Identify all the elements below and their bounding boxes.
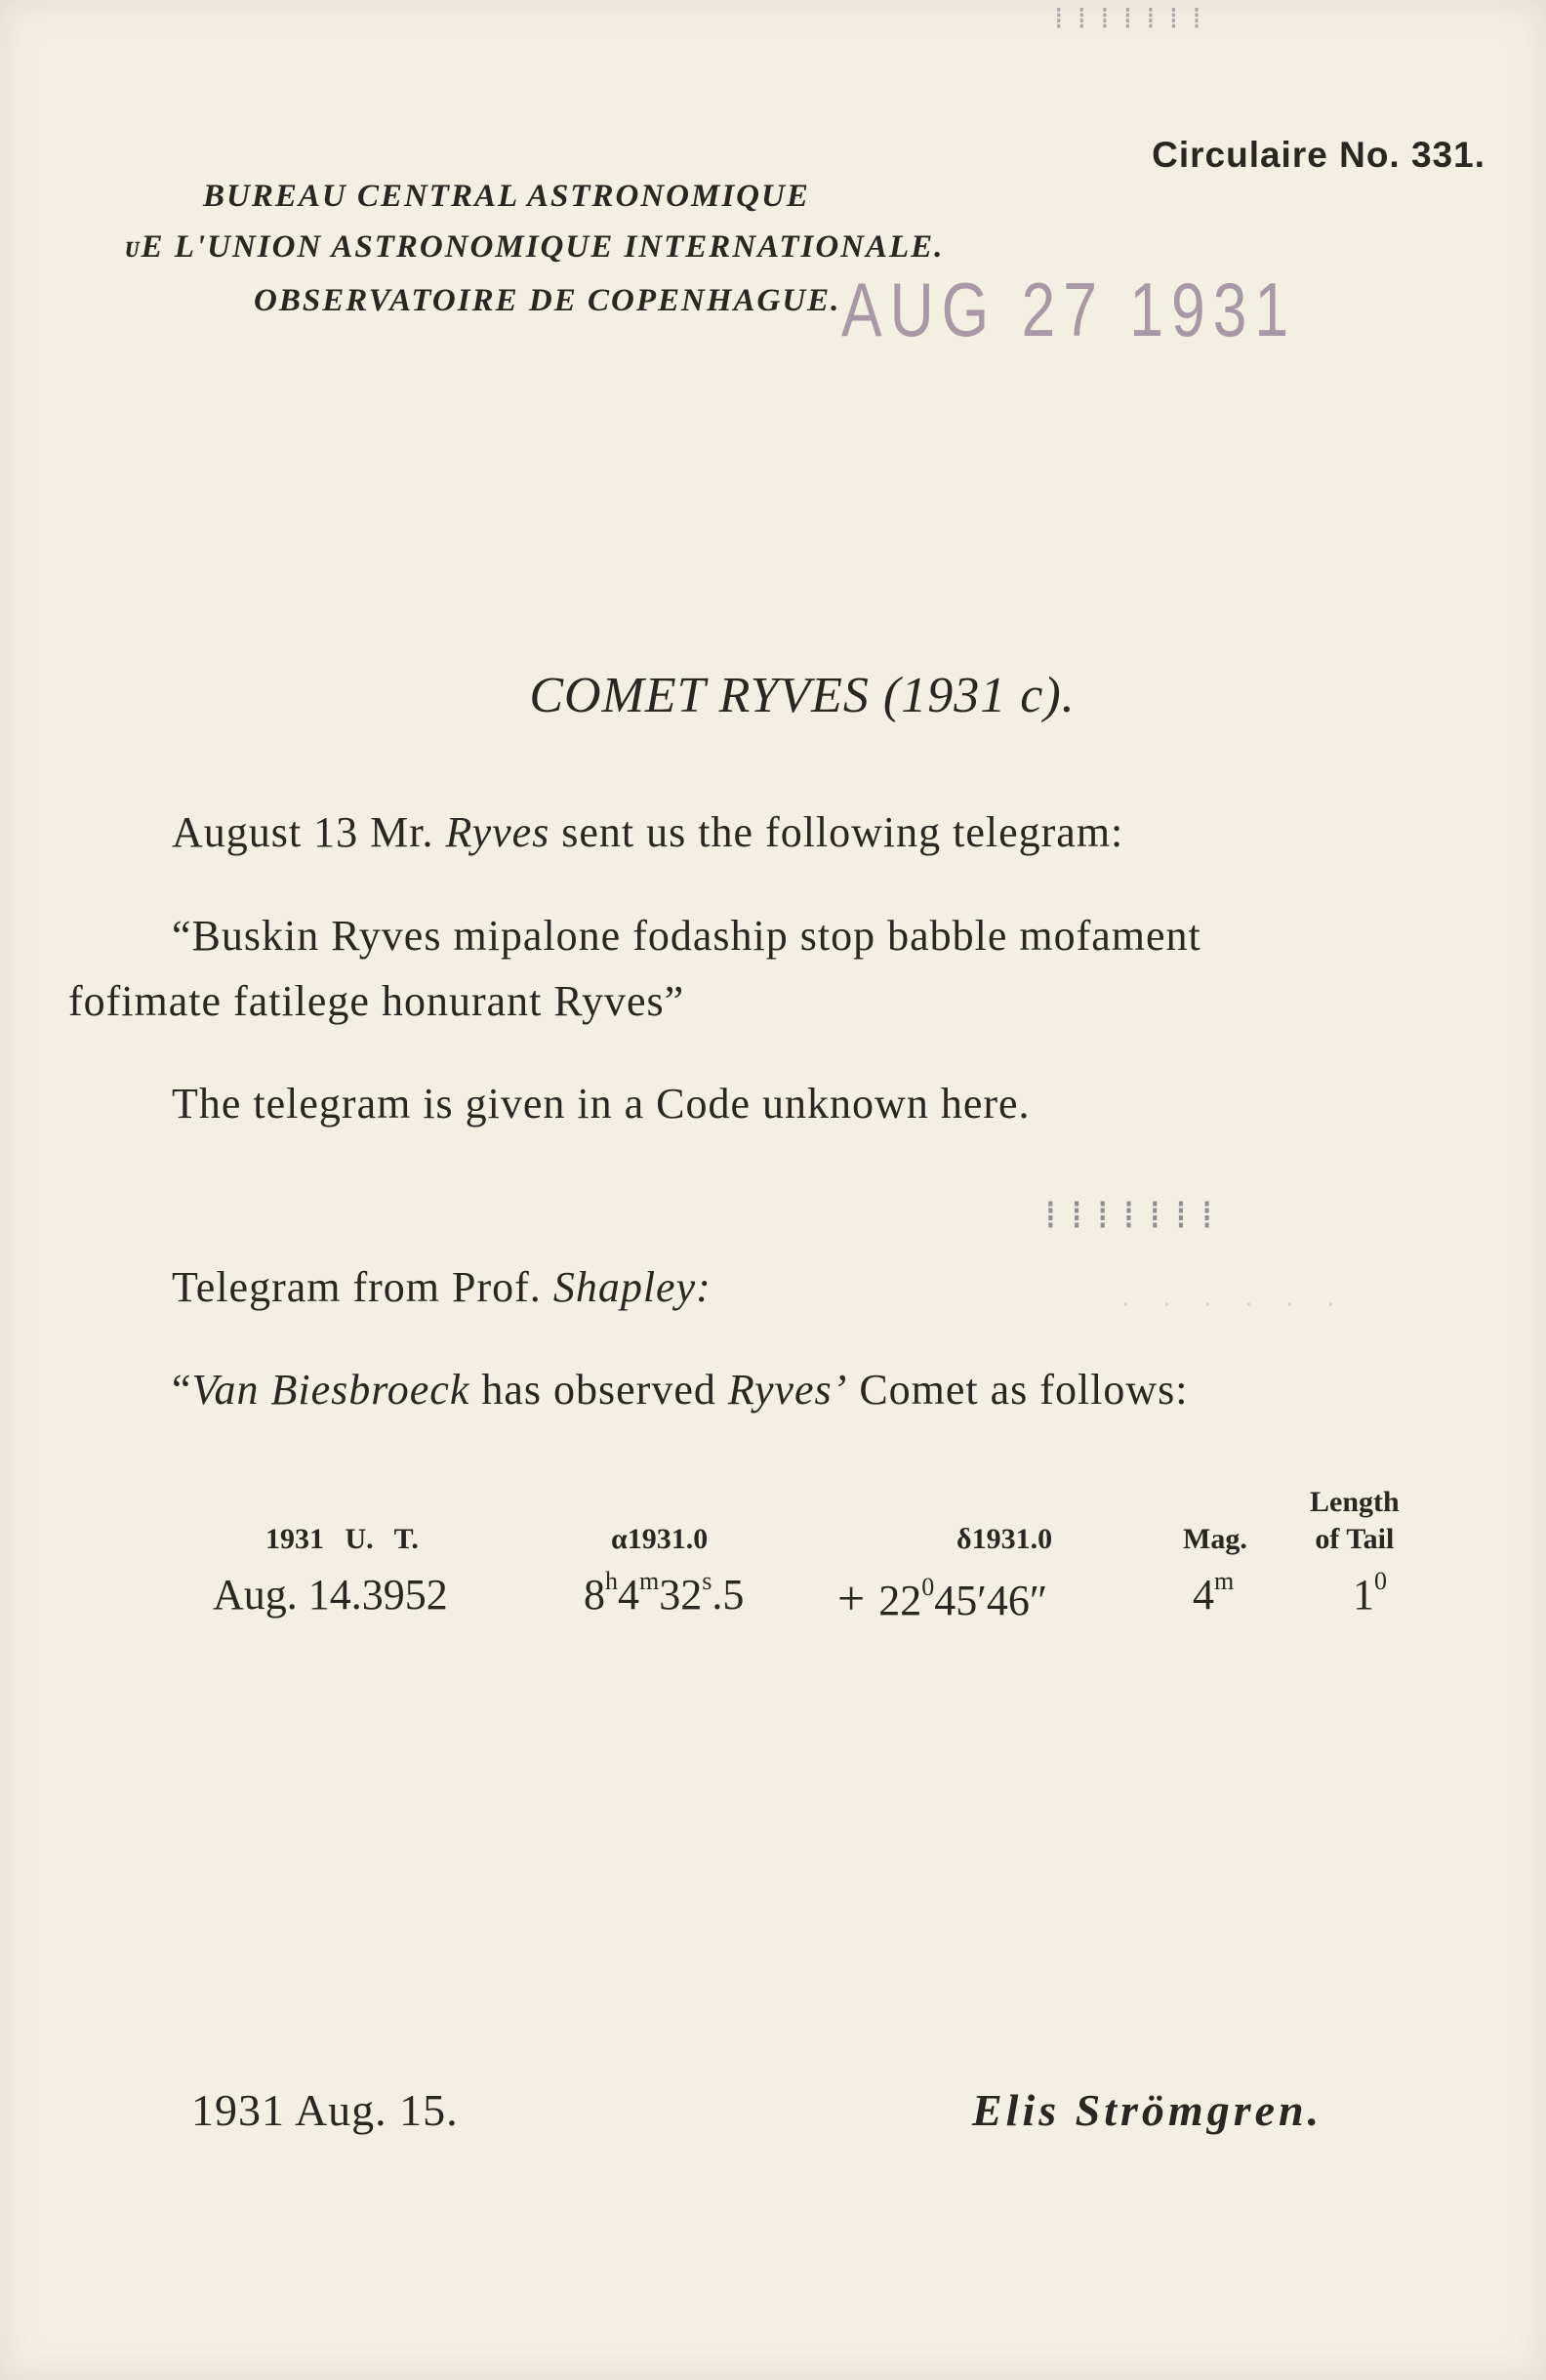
table-cell-mag	[1193, 1567, 1235, 1620]
tail-header-line-2: of Tail	[1315, 1523, 1395, 1555]
text: Comet as follows:	[847, 1366, 1189, 1414]
table-header-dec: δ1931.0	[956, 1523, 1053, 1555]
text: Telegram from Prof.	[172, 1263, 553, 1311]
punch-marks-top: ⁞⁞⁞⁞⁞⁞⁞	[1054, 2, 1215, 36]
ra-seconds-unit: s	[702, 1567, 712, 1595]
punch-marks-middle: ⁞⁞⁞⁞⁞⁞⁞	[1044, 1193, 1228, 1238]
tail-length: 1	[1353, 1571, 1374, 1619]
table-header-tail	[1310, 1484, 1400, 1558]
table-cell-date: Aug. 14.3952	[213, 1571, 448, 1619]
table-header-ra: α1931.0	[611, 1523, 709, 1555]
comet-title: COMET RYVES (1931 c).	[529, 668, 1076, 723]
table-cell-ra	[584, 1567, 745, 1620]
quote-mark: “	[172, 1366, 192, 1414]
table-cell-dec	[837, 1570, 1047, 1626]
text: August 13 Mr.	[172, 808, 446, 856]
paragraph-shapley	[172, 1262, 712, 1312]
faint-marks: · · · · · ·	[1122, 1293, 1348, 1318]
magnitude: 4	[1193, 1571, 1214, 1619]
tail-header-line-1: Length	[1310, 1486, 1400, 1518]
ra-hours: 8	[584, 1571, 605, 1619]
name-ryves: Ryves	[445, 808, 550, 856]
footer-date: 1931 Aug. 15.	[191, 2085, 459, 2135]
dec-arcmin-arcsec: 45′46″	[934, 1577, 1048, 1624]
table-header-ut: 1931 U. T.	[265, 1523, 419, 1555]
name-van-biesbroeck: Van Biesbroeck	[191, 1366, 470, 1414]
ra-hours-unit: h	[605, 1567, 618, 1595]
telegram-text-line-1: “Buskin Ryves mipalone fodaship stop babble mofament	[172, 912, 1201, 960]
date-received-stamp: AUG 27 1931	[841, 267, 1297, 352]
ra-seconds: 32	[659, 1571, 703, 1619]
ra-minutes: 4	[618, 1571, 639, 1619]
telegram-text-line-2: fofimate fatilege honurant Ryves”	[68, 977, 685, 1025]
ra-minutes-unit: m	[639, 1567, 660, 1595]
paragraph-observation	[172, 1365, 1189, 1415]
name-ryves: Ryves’	[727, 1366, 848, 1414]
header-line-2: ᴜE L'UNION ASTRONOMIQUE INTERNATIONALE.	[125, 229, 945, 265]
text: sent us the following telegram:	[549, 808, 1124, 856]
dec-degrees-unit: 0	[921, 1573, 935, 1601]
name-shapley: Shapley:	[552, 1263, 712, 1311]
circular-number: Circulaire No. 331.	[1152, 135, 1485, 175]
table-header-mag: Mag.	[1183, 1523, 1247, 1555]
dec-sign: +	[837, 1571, 866, 1625]
header-line-1: BUREAU CENTRAL ASTRONOMIQUE	[203, 179, 810, 214]
ra-seconds-fraction: .5	[712, 1571, 745, 1619]
table-cell-tail	[1353, 1567, 1387, 1620]
paragraph-code-note: The telegram is given in a Code unknown here.	[172, 1080, 1031, 1128]
tail-length-unit: 0	[1374, 1567, 1387, 1595]
header-line-3: OBSERVATOIRE DE COPENHAGUE.	[254, 283, 841, 318]
magnitude-unit: m	[1214, 1567, 1235, 1595]
text: has observed	[469, 1366, 728, 1414]
paragraph-telegram-intro	[172, 807, 1123, 857]
dec-degrees: 22	[878, 1577, 922, 1624]
footer-signature: Elis Strömgren.	[972, 2085, 1323, 2135]
